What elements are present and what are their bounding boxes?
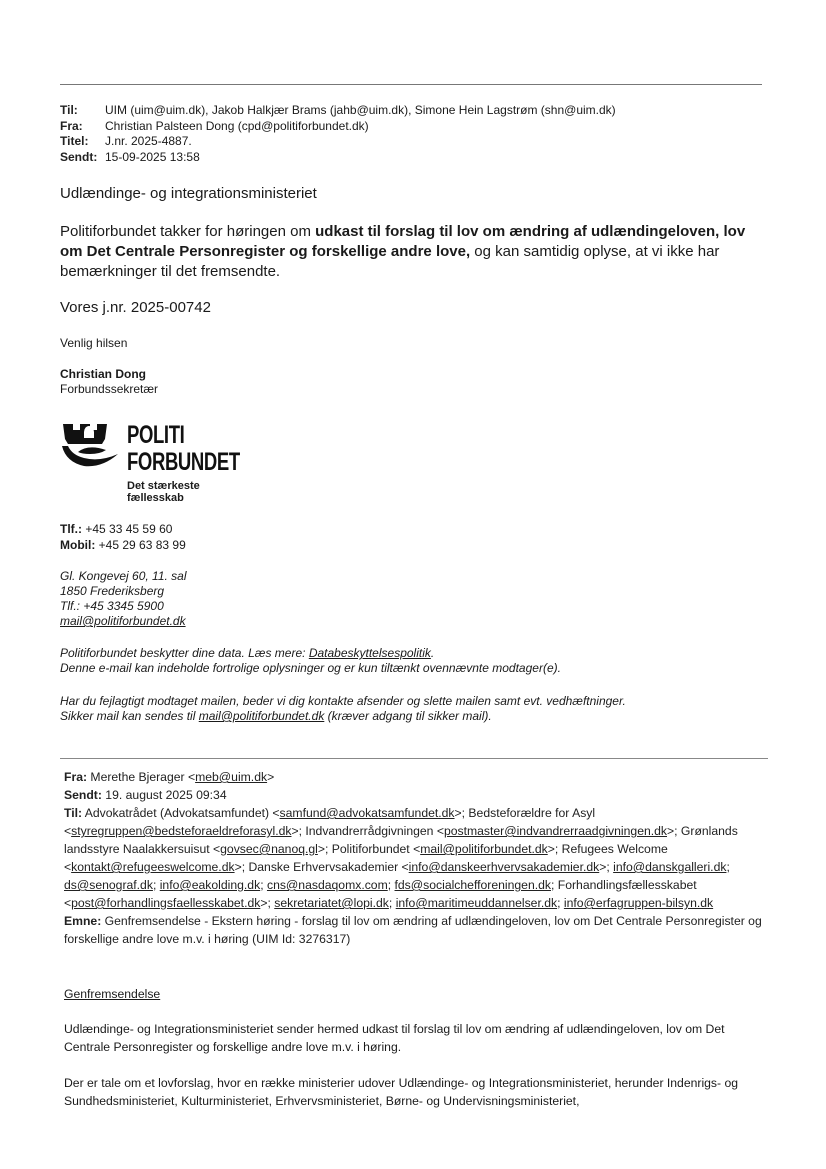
recipient-separator: ; [388,896,396,910]
fwd-to-row [64,804,768,912]
journal-number: Vores j.nr. 2025-00742 [60,299,211,316]
tlf-row [60,521,186,537]
intro-pre: Politiforbundet takker for høringen om [60,223,316,240]
address-phone: Tlf.: +45 3345 5900 [60,599,164,613]
privacy-disclaimer [60,646,561,676]
logo-tagline-1: Det stærkeste [127,480,200,492]
recipient-email-link[interactable]: styregruppen@bedsteforaeldreforasyl.dk [71,824,292,838]
mobil-value: +45 29 63 83 99 [98,538,186,552]
title-value: J.nr. 2025-4887. [105,134,192,148]
intro-post: og kan samtidig oplyse, at vi ikke har bemærkninger til det fremsendte. [60,243,720,280]
sent-value: 15-09-2025 13:58 [105,149,200,164]
letter-heading: Genfremsendelse [64,987,161,1001]
recipient-name: >; Politiforbundet < [317,842,421,856]
intro-bold: udkast til forslag til lov om ændring af udlændingeloven, lov om Det Centrale Personregister og forskellige andre love, [60,223,746,260]
recipient-email-link[interactable]: info@erfagruppen-bilsyn.dk [563,896,714,910]
recipient-name: >; Bedsteforældre for Asyl < [64,806,596,838]
disclaimer-line-2: Denne e-mail kan indeholde fortrolige oplysninger og er kun tiltænkt ovennævnte modtager(e). [60,661,561,675]
fwd-from-row [64,768,768,786]
eye-crown-icon [60,422,126,480]
recipient-separator: ; [557,896,564,910]
contact-email-link[interactable]: mail@politiforbundet.dk [60,614,186,628]
recipient-email-link[interactable]: fds@socialchefforeningen.dk [394,878,551,892]
tlf-label: Tlf.: [60,522,82,536]
signature-name: Christian Dong [60,367,146,381]
fwd-sent-label: Sendt: [64,788,102,802]
fwd-from-close: > [267,770,275,784]
recipient-separator: ; [726,860,730,874]
recipient-email-link[interactable]: info@danskgalleri.dk [613,860,727,874]
title-label: Titel: [60,134,89,148]
recipient-ministry: Udlændinge- og integrationsministeriet [60,185,317,202]
secure-mail-link[interactable]: mail@politiforbundet.dk [198,709,325,723]
recipient-email-link[interactable]: kontakt@refugeeswelcome.dk [71,860,235,874]
mobil-label: Mobil: [60,538,96,552]
sent-label: Sendt: [60,149,98,164]
fwd-from-email-link[interactable]: meb@uim.dk [195,770,268,784]
recipient-email-link[interactable]: mail@politiforbundet.dk [420,842,548,856]
fwd-sent-row [64,786,768,804]
recipient-email-link[interactable]: info@eakolding.dk [159,878,261,892]
recipient-name: Advokatrådet (Advokatsamfundet) < [82,806,280,820]
notice-line-2 [60,709,626,724]
logo-line-forbundet: FORBUNDET [127,448,240,476]
recipient-separator: ; [152,878,160,892]
from-label: Fra: [60,118,83,133]
fwd-subject-value: Genfremsendelse - Ekstern høring - forslag til lov om ændring af udlændingeloven, lov om Det Centrale Personregister og forskellige andre love m.v. i høring (UIM Id: 3276317) [64,914,762,946]
forward-divider [60,758,768,759]
header-to-row [60,103,616,119]
fwd-subject-row [64,912,768,948]
recipient-name: >; Danske Erhvervsakademier < [234,860,409,874]
tlf-value: +45 33 45 59 60 [85,522,173,536]
recipient-email-link[interactable]: postmaster@indvandrerraadgivningen.dk [443,824,668,838]
postal-address [60,569,187,629]
recipient-name: >; Indvandrerrådgivningen < [291,824,444,838]
disclaimer-line-1 [60,646,561,661]
header-sent-row [60,150,616,166]
disclaimer-text: Politiforbundet beskytter dine data. Læs mere: [60,646,309,660]
recipient-email-link[interactable]: samfund@advokatsamfundet.dk [279,806,455,820]
recipient-separator: ; [260,878,267,892]
top-divider [60,84,762,85]
recipient-email-link[interactable]: info@maritimeuddannelser.dk [395,896,558,910]
letter-paragraph-1: Udlændinge- og Integrationsministeriet sender hermed udkast til forslag til lov om ændring af udlændingeloven, lov om Det Centrale Personregister og forskellige andre love m.v. i høring. [64,1022,725,1054]
recipient-email-link[interactable]: post@forhandlingsfaellesskabet.dk [71,896,261,910]
header-from-row [60,119,616,135]
address-line-2: 1850 Frederiksberg [60,584,165,598]
letter-paragraph-2: Der er tale om et lovforslag, hvor en række ministerier udover Udlændinge- og Integrationsministeriet, herunder Indenrigs- og Sundhedsministeriet, Kulturministeriet, Erhvervsministeriet, Børne- og Undervisningsministeriet, [64,1076,739,1108]
recipient-name: >; Refugees Welcome < [64,842,668,874]
fwd-from-name: Merethe Bjerager < [87,770,196,784]
recipient-email-link[interactable]: cns@nasdaqomx.com [266,878,388,892]
recipient-email-link[interactable]: ds@senograf.dk [64,878,153,892]
email-header [60,103,616,165]
from-value: Christian Palsteen Dong (cpd@politiforbundet.dk) [105,118,369,133]
recipient-name: ; Forhandlingsfællesskabet < [64,878,697,910]
recipient-email-link[interactable]: govsec@nanoq.gl [220,842,318,856]
recipient-separator: ; [387,878,395,892]
fwd-subject-label: Emne: [64,914,102,928]
to-label: Til: [60,103,78,117]
notice-line-1: Har du fejlagtigt modtaget mailen, beder vi dig kontakte afsender og slette mailen samt evt. vedhæftninger. [60,694,626,708]
fwd-sent-value: 19. august 2025 09:34 [101,788,227,802]
address-line-1: Gl. Kongevej 60, 11. sal [60,569,187,583]
recipient-separator: >; [599,860,610,874]
notice-suffix: (kræver adgang til sikker mail). [324,709,492,723]
recipient-email-link[interactable]: sekretariatet@lopi.dk [274,896,389,910]
forwarded-header [64,768,768,948]
logo-tagline-2: fællesskab [127,492,184,504]
recipient-name: >; Grønlands landsstyre Naalakkersuisut < [64,824,738,856]
fwd-to-label: Til: [64,806,83,820]
notice-text: Sikker mail kan sendes til [60,709,199,723]
signature-title: Forbundssekretær [60,382,159,396]
politiforbundet-logo [60,420,260,508]
header-title-row [60,134,616,150]
disclaimer-period: . [430,646,435,660]
to-value: UIM (uim@uim.dk), Jakob Halkjær Brams (jahb@uim.dk), Simone Hein Lagstrøm (shn@uim.dk) [105,103,616,117]
recipient-separator: >; [260,896,275,910]
mobil-row [60,537,186,553]
privacy-policy-link[interactable]: Databeskyttelsespolitik [308,646,431,660]
misdelivery-notice [60,694,626,724]
greeting: Venlig hilsen [60,336,128,350]
phone-contacts [60,521,186,553]
logo-line-politi: POLITI [127,421,185,449]
intro-paragraph [60,222,760,282]
fwd-from-label: Fra: [64,770,88,784]
recipient-email-link[interactable]: info@danskeerhvervsakademier.dk [408,860,600,874]
